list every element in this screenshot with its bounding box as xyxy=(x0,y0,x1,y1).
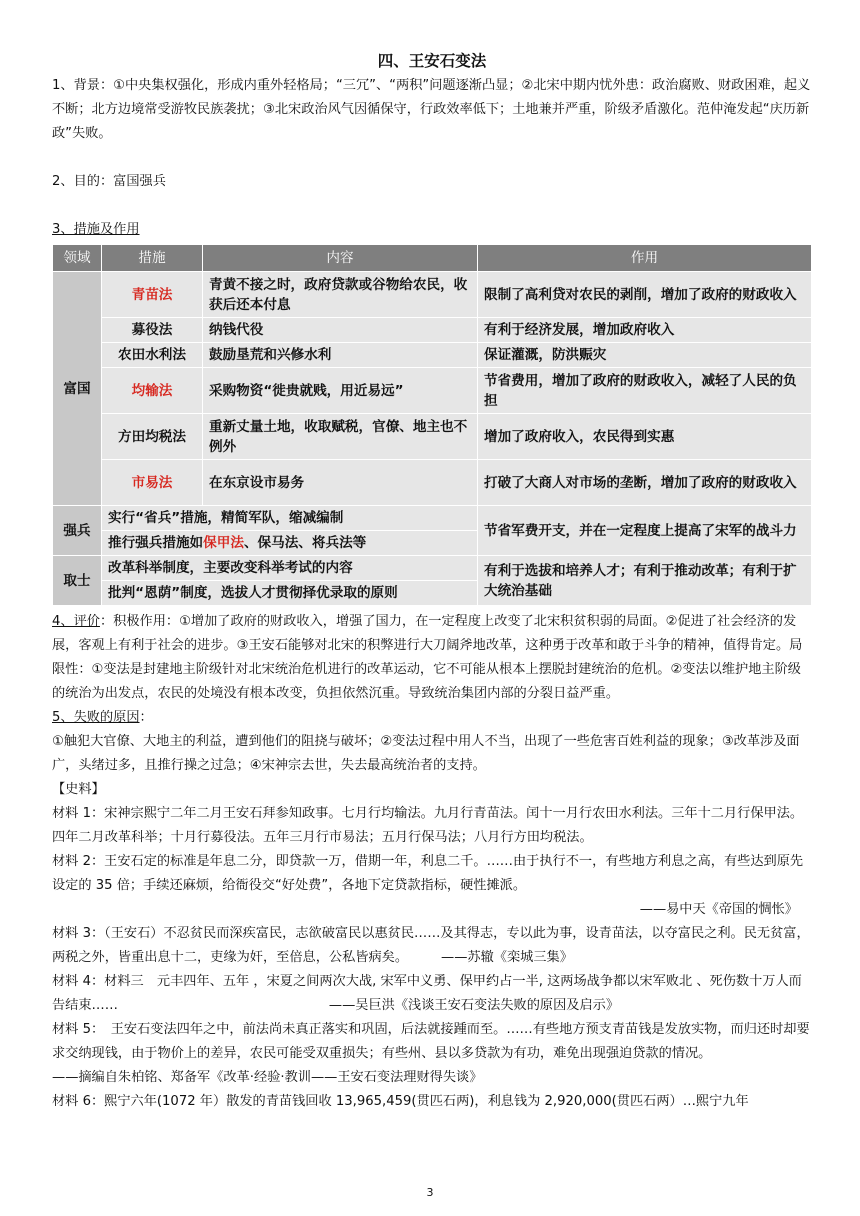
sources-heading: 【史料】 xyxy=(52,782,105,797)
content-cell: 重新丈量土地，收取赋税，官僚、地主也不例外 xyxy=(203,414,478,460)
material-3: 材料 3：（王安石）不忍贫民而深疾富民，志欲破富民以惠贫民……及其得志，专以此为事，设青苗法，以夺富民之利。民无贫富，两税之外，皆重出息十二，吏缘为奸，至倍息，公私皆病矣。 ——苏辙《栾城三集》 xyxy=(52,926,810,965)
failure-heading-line xyxy=(52,706,812,730)
talent-measure-1: 改革科举制度，主要改变科举考试的内容 xyxy=(102,556,478,581)
evaluation-text: ：积极作用：①增加了政府的财政收入，增强了国力，在一定程度上改变了北宋积贫积弱的局面。②促进了社会经济的发展，客观上有利于社会的进步。③王安石能够对北宋的积弊进行大刀阔斧地改革，这种勇于改革和敢于斗争的精神，值得肯定。局限性：①变法是封建地主阶级针对北宋统治危机进行的改革运动，它不可能从根本上摆脱封建统治的危机。②变法以维护地主阶级的统治为出发点，农民的处境没有根本改变，负担依然沉重。导致统治集团内部的分裂日益严重。 xyxy=(52,614,803,701)
measure-cell: 青苗法 xyxy=(102,272,203,318)
evaluation-paragraph xyxy=(52,610,812,706)
measures-table xyxy=(52,244,812,606)
domain-rich: 富国 xyxy=(53,272,102,506)
measure-cell: 农田水利法 xyxy=(102,343,203,368)
army-measure-2-prefix: 推行强兵措施如 xyxy=(108,535,204,551)
measure-cell: 募役法 xyxy=(102,318,203,343)
material-4: 材料 4：材料三 元丰四年、五年 ，宋夏之间两次大战, 宋军中义勇、保甲约占一半, 这两场战争都以宋军败北 、死伤数十万人而告结束…… ——吴巨洪《浅谈王安石变法失败的原因及启示》 xyxy=(52,974,802,1013)
page-title: 四、王安石变法 xyxy=(377,52,487,70)
background-paragraph: 1、背景：①中央集权强化，形成内重外轻格局；“三冗”、“两积”问题逐渐凸显；②北宋中期内忧外患：政治腐败、财政困难，起义不断；北方边境常受游牧民族袭扰；③北宋政治风气因循保守，行政效率低下；土地兼并严重，阶级矛盾激化。范仲淹发起“庆历新政”失败。 xyxy=(52,78,811,141)
content-cell: 纳钱代役 xyxy=(203,318,478,343)
purpose-paragraph: 2、目的：富国强兵 xyxy=(52,174,166,189)
content-cell: 鼓励垦荒和兴修水利 xyxy=(203,343,478,368)
material-2: 材料 2：王安石定的标准是年息二分，即贷款一万，借期一年，利息二千。……由于执行不一，有些地方利息之高，有些达到原先设定的 35 倍；手续还麻烦，给衙役交“好处费”，各地下定贷款指标，硬性摊派。 xyxy=(52,854,804,893)
army-measure-2-suffix: 、保马法、将兵法等 xyxy=(243,535,367,551)
failure-heading: 5、失败的原因 xyxy=(52,710,140,725)
material-2-source: ——易中天《帝国的惆怅》 xyxy=(639,902,798,917)
table-row xyxy=(53,414,812,460)
measure-cell: 市易法 xyxy=(102,460,203,506)
table-row xyxy=(53,318,812,343)
header-measure: 措施 xyxy=(102,245,203,272)
content-cell: 采购物资“徙贵就贱，用近易远” xyxy=(203,368,478,414)
material-6: 材料 6：熙宁六年(1072 年）散发的青苗钱回收 13,965,459(贯匹石两)，利息钱为 2,920,000(贯匹石两）…熙宁九年 xyxy=(52,1094,749,1109)
table-row xyxy=(53,506,812,531)
measure-cell: 方田均税法 xyxy=(102,414,203,460)
table-row xyxy=(53,368,812,414)
measure-cell: 均输法 xyxy=(102,368,203,414)
failure-paragraph: ①触犯大官僚、大地主的利益，遭到他们的阻挠与破坏；②变法过程中用人不当，出现了一些危害百姓利益的现象；③改革涉及面广，头绪过多，且推行操之过急；④宋神宗去世，失去最高统治者的支持。 xyxy=(52,734,800,773)
effect-cell: 保证灌溉，防洪赈灾 xyxy=(478,343,812,368)
page-number: 3 xyxy=(426,1186,434,1199)
effect-cell: 增加了政府收入，农民得到实惠 xyxy=(478,414,812,460)
army-effect: 节省军费开支，并在一定程度上提高了宋军的战斗力 xyxy=(478,506,812,556)
domain-army: 强兵 xyxy=(53,506,102,556)
baojia-law: 保甲法 xyxy=(203,535,244,551)
table-row xyxy=(53,556,812,581)
talent-measure-2: 批判“恩荫”制度，选拔人才贯彻择优录取的原则 xyxy=(102,581,478,606)
table-row xyxy=(53,460,812,506)
evaluation-label: 4、评价 xyxy=(52,614,100,629)
table-row xyxy=(53,272,812,318)
failure-colon: ： xyxy=(139,710,153,725)
army-measure-1: 实行“省兵”措施，精简军队，缩减编制 xyxy=(102,506,478,531)
effect-cell: 节省费用，增加了政府的财政收入，减轻了人民的负担 xyxy=(478,368,812,414)
effect-cell: 限制了高利贷对农民的剥削，增加了政府的财政收入 xyxy=(478,272,812,318)
header-content: 内容 xyxy=(203,245,478,272)
document-page xyxy=(52,50,812,1114)
effect-cell: 有利于经济发展，增加政府收入 xyxy=(478,318,812,343)
talent-effect: 有利于选拔和培养人才；有利于推动改革；有利于扩大统治基础 xyxy=(478,556,812,606)
header-effect: 作用 xyxy=(478,245,812,272)
army-measure-2 xyxy=(102,531,478,556)
effect-cell: 打破了大商人对市场的垄断，增加了政府的财政收入 xyxy=(478,460,812,506)
table-row xyxy=(53,343,812,368)
header-domain: 领域 xyxy=(53,245,102,272)
table-header-row xyxy=(53,245,812,272)
content-cell: 在东京设市易务 xyxy=(203,460,478,506)
material-5: 材料 5： 王安石变法四年之中，前法尚未真正落实和巩固，后法就接踵而至。……有些地方预支青苗钱是发放实物，而归还时却要求交纳现钱，由于物价上的差异，农民可能受双重损失；有些州、县以多贷款为有功，难免出现强迫贷款的情况。 ——摘编自朱柏铭、郑备军《改革·经验·教训——王安石变法理财得失谈》 xyxy=(52,1022,810,1085)
measures-heading: 3、措施及作用 xyxy=(52,222,140,237)
content-cell: 青黄不接之时，政府贷款或谷物给农民，收获后还本付息 xyxy=(203,272,478,318)
domain-talent: 取士 xyxy=(53,556,102,606)
material-1: 材料 1：宋神宗熙宁二年二月王安石拜参知政事。七月行均输法。九月行青苗法。闰十一月行农田水利法。三年十二月行保甲法。四年二月改革科举；十月行募役法。五年三月行市易法；五月行保马法；八月行方田均税法。 xyxy=(52,806,804,845)
